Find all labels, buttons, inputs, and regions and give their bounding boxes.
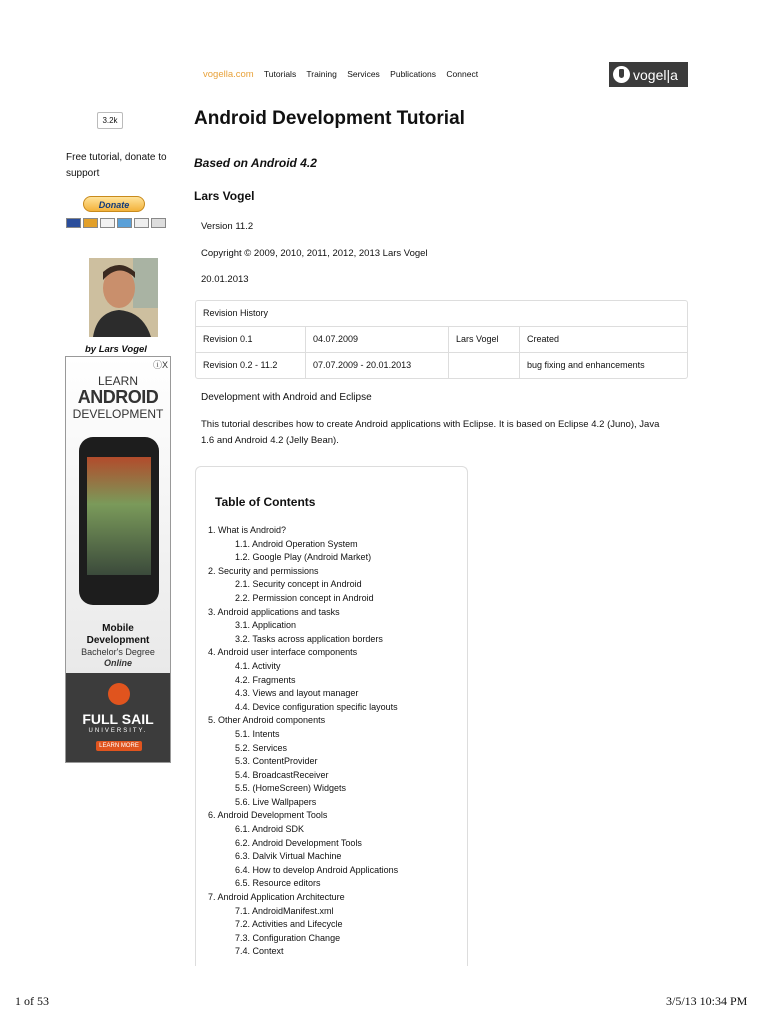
toc-link[interactable]: 5.1. Intents <box>235 728 280 739</box>
author-photo <box>89 258 158 337</box>
author-cell <box>449 353 520 378</box>
mastercard-icon <box>83 218 98 228</box>
payment-cards <box>66 218 166 228</box>
toc-link[interactable]: 7.3. Configuration Change <box>235 932 341 943</box>
toc-link[interactable]: 5.6. Live Wallpapers <box>235 796 317 807</box>
toc-link[interactable]: 5.3. ContentProvider <box>235 756 318 767</box>
share-count-badge[interactable]: 3.2k <box>97 112 123 129</box>
top-nav <box>203 69 486 80</box>
ad-online-text: Online <box>103 658 132 668</box>
ad-fullsail-text: FULL SAIL <box>82 711 154 727</box>
toc-link[interactable]: 3.1. Application <box>235 620 297 631</box>
ad-learn-more-button[interactable]: LEARN MORE <box>96 741 142 751</box>
date-text: 20.01.2013 <box>201 274 249 285</box>
toc-link[interactable]: 2.1. Security concept in Android <box>235 579 362 590</box>
bank-icon <box>151 218 166 228</box>
toc-link[interactable]: 4.2. Fragments <box>235 674 296 685</box>
page-subtitle: Based on Android 4.2 <box>194 156 317 170</box>
date-cell: 07.07.2009 - 20.01.2013 <box>306 353 449 378</box>
phone-image <box>79 437 159 605</box>
revision-cell: Revision 0.1 <box>196 327 306 352</box>
toc-link[interactable]: 4. Android user interface components <box>208 647 358 658</box>
author-byline: by Lars Vogel <box>85 344 147 355</box>
page-title: Android Development Tutorial <box>194 108 465 129</box>
ad-development-text: DEVELOPMENT <box>72 407 164 421</box>
toc-title: Table of Contents <box>215 495 316 509</box>
advertisement-banner[interactable] <box>65 356 171 763</box>
visa-icon <box>100 218 115 228</box>
table-row <box>196 327 687 353</box>
toc-link[interactable]: 2. Security and permissions <box>208 565 319 576</box>
donate-button[interactable]: Donate <box>83 196 145 212</box>
toc-link[interactable]: 7.4. Context <box>235 946 284 957</box>
toc-link[interactable]: 6.4. How to develop Android Applications <box>235 864 399 875</box>
ad-learn-text: LEARN <box>97 374 138 388</box>
remark-cell: Created <box>527 334 560 344</box>
ad-bottom-panel <box>66 673 170 763</box>
author-name: Lars Vogel <box>194 189 255 203</box>
phone-screen <box>87 457 151 575</box>
ad-mobile-text: Mobile <box>102 623 134 634</box>
revision-history-table <box>195 300 688 379</box>
tutorial-description: This tutorial describes how to create Android applications with Eclipse. It is based on Eclipse 4.2 (Juno), Java 1.6 and Android 4.2 (Jelly Bean). <box>201 419 660 446</box>
copyright-text: Copyright © 2009, 2010, 2011, 2012, 2013 Lars Vogel <box>201 248 428 259</box>
toc-link[interactable]: 6.2. Android Development Tools <box>235 837 362 848</box>
toc-link[interactable]: 2.2. Permission concept in Android <box>235 592 374 603</box>
logo-text: vogel|a <box>633 66 678 83</box>
author-photo-image <box>89 258 158 337</box>
toc-link[interactable]: 1.2. Google Play (Android Market) <box>235 552 372 563</box>
nav-item-services[interactable]: Services <box>347 69 380 79</box>
toc-link[interactable]: 5. Other Android components <box>208 715 326 726</box>
page-count: 1 of 53 <box>15 994 49 1008</box>
nav-item-tutorials[interactable]: Tutorials <box>263 69 297 79</box>
nav-item-connect[interactable]: Connect <box>446 69 479 79</box>
ad-bachelors-text: Bachelor's Degree <box>81 647 155 657</box>
remark-cell: bug fixing and enhancements <box>527 360 645 370</box>
toc-link[interactable]: 4.3. Views and layout manager <box>235 688 359 699</box>
toc-link[interactable]: 6.5. Resource editors <box>235 878 321 889</box>
ad-university-text: UNIVERSITY. <box>88 728 148 734</box>
revision-history-header: Revision History <box>196 301 687 327</box>
toc-link[interactable]: 7. Android Application Architecture <box>208 892 345 903</box>
section-heading: Development with Android and Eclipse <box>201 392 372 403</box>
revision-cell: Revision 0.2 - 11.2 <box>196 353 306 378</box>
toc-link[interactable]: 3.2. Tasks across application borders <box>235 633 383 644</box>
brand-link[interactable]: vogella.com <box>203 69 254 80</box>
print-timestamp: 3/5/13 10:34 PM <box>666 994 748 1008</box>
vogella-logo[interactable] <box>609 62 688 87</box>
nav-item-training[interactable]: Training <box>306 69 337 79</box>
discover-icon <box>134 218 149 228</box>
toc-link[interactable]: 6.3. Dalvik Virtual Machine <box>235 851 342 862</box>
vogella-logo-icon <box>613 66 630 83</box>
toc-link[interactable]: 6. Android Development Tools <box>208 810 328 821</box>
toc-link[interactable]: 5.4. BroadcastReceiver <box>235 769 329 780</box>
amex-icon <box>117 218 132 228</box>
toc-link[interactable]: 4.1. Activity <box>235 660 281 671</box>
table-of-contents <box>195 466 468 966</box>
toc-link[interactable]: 3. Android applications and tasks <box>208 606 340 617</box>
date-cell: 04.07.2009 <box>306 327 449 352</box>
toc-link[interactable]: 6.1. Android SDK <box>235 824 305 835</box>
toc-link[interactable]: 7.1. AndroidManifest.xml <box>235 905 334 916</box>
toc-link[interactable]: 5.2. Services <box>235 742 288 753</box>
toc-link[interactable]: 1. What is Android? <box>208 525 287 535</box>
toc-link[interactable]: 4.4. Device configuration specific layouts <box>235 701 398 712</box>
nav-item-publications[interactable]: Publications <box>390 69 437 79</box>
toc-link[interactable]: 5.5. (HomeScreen) Widgets <box>235 783 347 794</box>
version-text: Version 11.2 <box>201 221 254 232</box>
table-row <box>196 353 687 378</box>
toc-link[interactable]: 7.2. Activities and Lifecycle <box>235 919 343 930</box>
donate-message: Free tutorial, donate to support <box>66 152 167 179</box>
author-cell: Lars Vogel <box>449 327 520 352</box>
toc-link[interactable]: 1.1. Android Operation System <box>235 538 358 549</box>
card-icon <box>66 218 81 228</box>
toc-list <box>208 524 398 959</box>
ad-development2-text: Development <box>86 635 150 646</box>
ad-android-text: ANDROID <box>77 387 159 407</box>
plane-icon <box>108 683 130 705</box>
ad-close-icon[interactable]: ⓘX <box>152 360 168 370</box>
